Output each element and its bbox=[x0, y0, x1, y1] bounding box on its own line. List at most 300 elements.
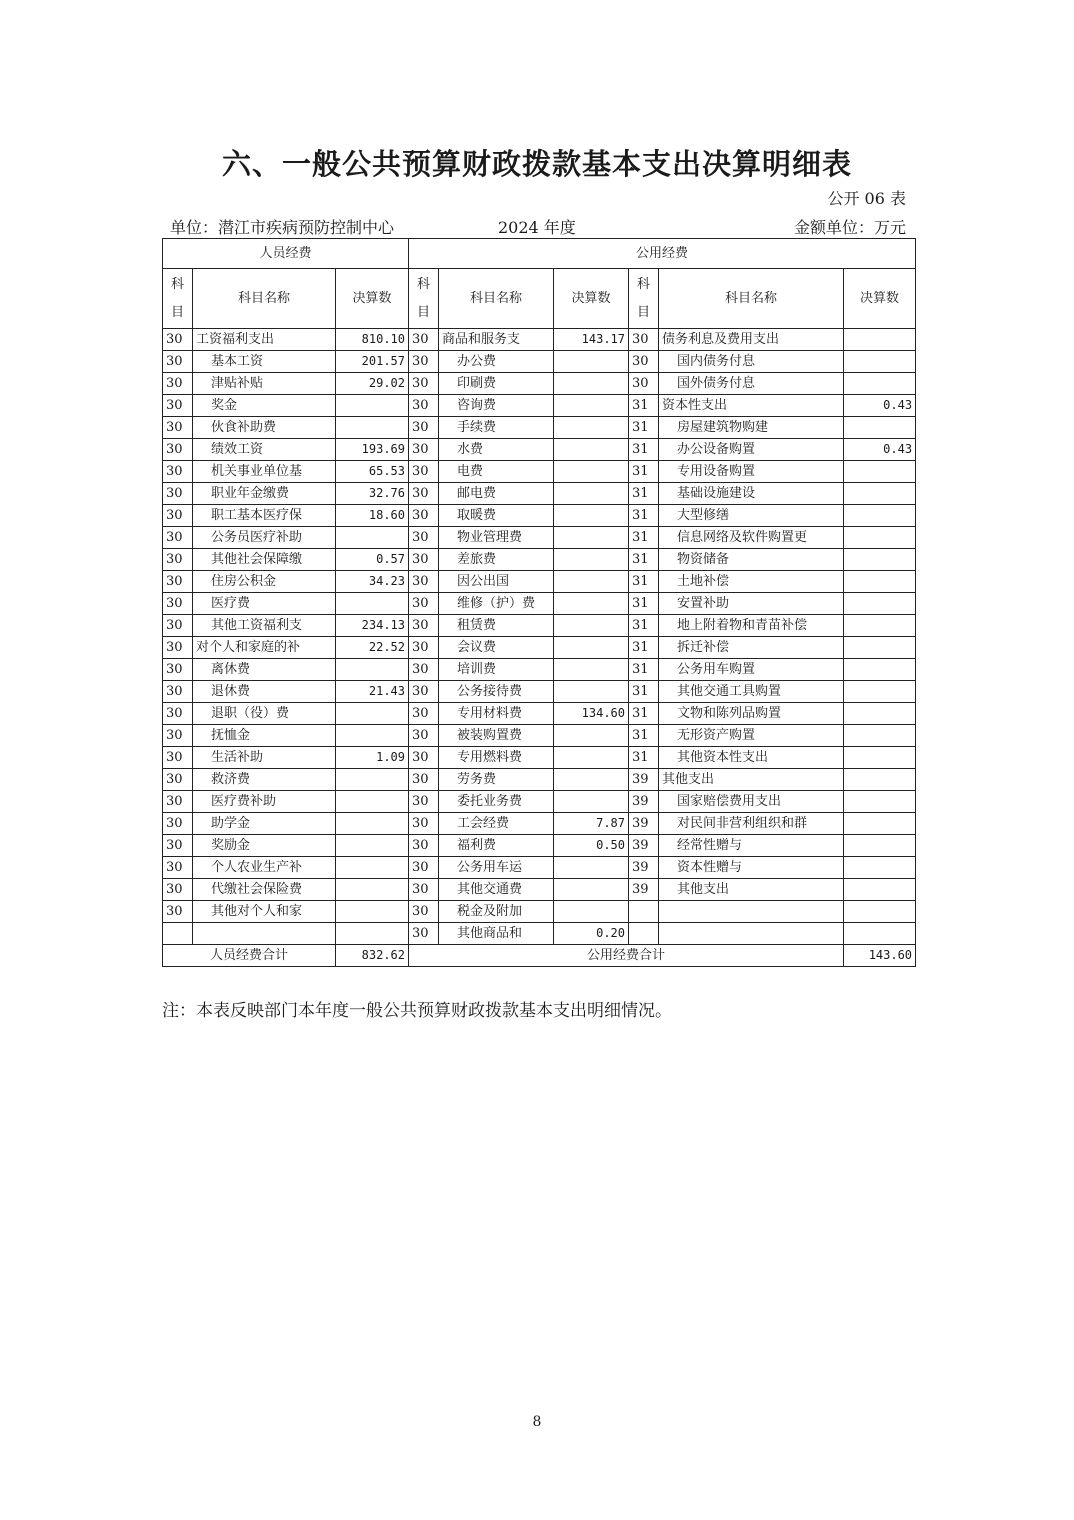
subject-name: 经常性赠与 bbox=[659, 835, 844, 857]
subject-name: 对个人和家庭的补 bbox=[193, 637, 336, 659]
subject-amount bbox=[336, 593, 409, 615]
subject-name: 职工基本医疗保 bbox=[193, 505, 336, 527]
subject-code: 31 bbox=[629, 483, 659, 505]
subject-amount bbox=[844, 923, 916, 945]
subject-amount bbox=[554, 593, 629, 615]
subject-code: 30 bbox=[163, 659, 193, 681]
subject-name: 退休费 bbox=[193, 681, 336, 703]
subject-amount bbox=[844, 417, 916, 439]
subject-name: 抚恤金 bbox=[193, 725, 336, 747]
subject-name: 商品和服务支 bbox=[439, 329, 554, 351]
subject-code bbox=[629, 923, 659, 945]
subject-code: 30 bbox=[409, 659, 439, 681]
subject-amount bbox=[844, 681, 916, 703]
subject-code: 30 bbox=[409, 791, 439, 813]
table-row bbox=[163, 571, 916, 593]
table-row bbox=[163, 615, 916, 637]
subject-name: 专用燃料费 bbox=[439, 747, 554, 769]
subject-code: 31 bbox=[629, 637, 659, 659]
header-amount: 决算数 bbox=[844, 269, 916, 329]
subject-code: 30 bbox=[163, 329, 193, 351]
subject-code: 30 bbox=[409, 901, 439, 923]
subject-amount bbox=[554, 395, 629, 417]
subject-code: 30 bbox=[163, 857, 193, 879]
subject-amount bbox=[554, 417, 629, 439]
subject-name: 会议费 bbox=[439, 637, 554, 659]
subject-amount bbox=[844, 769, 916, 791]
subject-amount bbox=[554, 857, 629, 879]
page-number: 8 bbox=[532, 1414, 542, 1430]
subject-amount bbox=[844, 373, 916, 395]
subject-amount bbox=[844, 637, 916, 659]
subject-amount: 22.52 bbox=[336, 637, 409, 659]
table-row bbox=[163, 879, 916, 901]
footnote: 注：本表反映部门本年度一般公共预算财政拨款基本支出明细情况。 bbox=[162, 1001, 672, 1021]
subject-code: 30 bbox=[163, 439, 193, 461]
subject-amount bbox=[336, 527, 409, 549]
subject-name: 大型修缮 bbox=[659, 505, 844, 527]
subject-amount bbox=[336, 769, 409, 791]
public-total-value: 143.60 bbox=[844, 945, 916, 967]
subject-amount bbox=[844, 461, 916, 483]
subject-amount: 32.76 bbox=[336, 483, 409, 505]
form-number: 公开 06 表 bbox=[827, 189, 906, 208]
subject-amount: 29.02 bbox=[336, 373, 409, 395]
subject-name: 助学金 bbox=[193, 813, 336, 835]
subject-code: 30 bbox=[409, 637, 439, 659]
subject-code: 30 bbox=[409, 725, 439, 747]
subject-name bbox=[659, 923, 844, 945]
subject-name: 绩效工资 bbox=[193, 439, 336, 461]
header-name: 科目名称 bbox=[439, 269, 554, 329]
subject-code: 31 bbox=[629, 747, 659, 769]
table-row bbox=[163, 703, 916, 725]
table-row bbox=[163, 747, 916, 769]
subject-code: 30 bbox=[163, 835, 193, 857]
subject-code: 31 bbox=[629, 461, 659, 483]
subject-amount: 34.23 bbox=[336, 571, 409, 593]
public-total-label: 公用经费合计 bbox=[409, 945, 844, 967]
subject-amount: 0.43 bbox=[844, 395, 916, 417]
table-row bbox=[163, 813, 916, 835]
table-row bbox=[163, 681, 916, 703]
subject-amount bbox=[554, 747, 629, 769]
subject-code: 30 bbox=[409, 747, 439, 769]
subject-name: 培训费 bbox=[439, 659, 554, 681]
subject-code: 30 bbox=[409, 769, 439, 791]
subject-code bbox=[629, 901, 659, 923]
subject-amount bbox=[336, 417, 409, 439]
subject-amount bbox=[844, 549, 916, 571]
subject-name: 水费 bbox=[439, 439, 554, 461]
subject-name: 退职（役）费 bbox=[193, 703, 336, 725]
subject-amount bbox=[844, 483, 916, 505]
subject-amount bbox=[554, 615, 629, 637]
subject-code: 30 bbox=[163, 373, 193, 395]
subject-amount bbox=[336, 901, 409, 923]
subject-name: 公务用车购置 bbox=[659, 659, 844, 681]
table-row bbox=[163, 483, 916, 505]
table-row bbox=[163, 329, 916, 351]
subject-name: 其他社会保障缴 bbox=[193, 549, 336, 571]
subject-name: 电费 bbox=[439, 461, 554, 483]
subject-code: 30 bbox=[163, 549, 193, 571]
subject-name: 医疗费补助 bbox=[193, 791, 336, 813]
subject-code: 30 bbox=[629, 351, 659, 373]
subject-code: 30 bbox=[163, 637, 193, 659]
subject-amount bbox=[844, 835, 916, 857]
subject-name: 公务用车运 bbox=[439, 857, 554, 879]
subject-amount bbox=[336, 659, 409, 681]
subject-name: 公务员医疗补助 bbox=[193, 527, 336, 549]
subject-name: 土地补偿 bbox=[659, 571, 844, 593]
subject-amount bbox=[336, 395, 409, 417]
subject-name: 基本工资 bbox=[193, 351, 336, 373]
subject-amount bbox=[336, 791, 409, 813]
subject-amount: 21.43 bbox=[336, 681, 409, 703]
subject-code: 39 bbox=[629, 813, 659, 835]
subject-code: 31 bbox=[629, 703, 659, 725]
subject-code: 30 bbox=[163, 395, 193, 417]
subject-name: 手续费 bbox=[439, 417, 554, 439]
subject-code: 30 bbox=[163, 813, 193, 835]
subject-name: 差旅费 bbox=[439, 549, 554, 571]
subject-name: 印刷费 bbox=[439, 373, 554, 395]
subject-name: 办公费 bbox=[439, 351, 554, 373]
subject-code: 39 bbox=[629, 835, 659, 857]
subject-amount: 0.57 bbox=[336, 549, 409, 571]
subject-name: 福利费 bbox=[439, 835, 554, 857]
header-amount: 决算数 bbox=[336, 269, 409, 329]
subject-name: 其他资本性支出 bbox=[659, 747, 844, 769]
subject-code: 30 bbox=[409, 505, 439, 527]
subject-name: 地上附着物和青苗补偿 bbox=[659, 615, 844, 637]
subject-amount bbox=[336, 703, 409, 725]
subject-name: 津贴补贴 bbox=[193, 373, 336, 395]
table-row bbox=[163, 901, 916, 923]
subject-amount bbox=[554, 637, 629, 659]
table-row bbox=[163, 725, 916, 747]
subject-name: 机关事业单位基 bbox=[193, 461, 336, 483]
subject-name: 国家赔偿费用支出 bbox=[659, 791, 844, 813]
subject-code: 30 bbox=[163, 725, 193, 747]
table-row bbox=[163, 527, 916, 549]
subject-amount bbox=[554, 505, 629, 527]
subject-code: 30 bbox=[409, 439, 439, 461]
subject-amount: 65.53 bbox=[336, 461, 409, 483]
subject-code: 30 bbox=[163, 483, 193, 505]
subject-name: 资本性赠与 bbox=[659, 857, 844, 879]
subject-code: 30 bbox=[409, 483, 439, 505]
subject-code: 31 bbox=[629, 681, 659, 703]
subject-name: 其他交通费 bbox=[439, 879, 554, 901]
subject-code: 30 bbox=[409, 527, 439, 549]
subject-name: 租赁费 bbox=[439, 615, 554, 637]
header-name: 科目名称 bbox=[659, 269, 844, 329]
table-row bbox=[163, 439, 916, 461]
subject-code: 30 bbox=[629, 329, 659, 351]
subject-name: 生活补助 bbox=[193, 747, 336, 769]
subject-name: 房屋建筑物购建 bbox=[659, 417, 844, 439]
subject-code: 31 bbox=[629, 571, 659, 593]
personnel-total-label: 人员经费合计 bbox=[163, 945, 336, 967]
subject-name: 工资福利支出 bbox=[193, 329, 336, 351]
table-row bbox=[163, 549, 916, 571]
table-row bbox=[163, 395, 916, 417]
subject-amount bbox=[554, 351, 629, 373]
subject-amount bbox=[554, 901, 629, 923]
subject-code: 30 bbox=[163, 769, 193, 791]
subject-amount bbox=[336, 835, 409, 857]
subject-amount bbox=[844, 791, 916, 813]
subject-amount bbox=[554, 461, 629, 483]
subject-name: 其他商品和 bbox=[439, 923, 554, 945]
subject-name: 资本性支出 bbox=[659, 395, 844, 417]
subject-code: 31 bbox=[629, 395, 659, 417]
subject-code: 30 bbox=[163, 879, 193, 901]
subject-name bbox=[659, 901, 844, 923]
subject-amount bbox=[554, 725, 629, 747]
header-name: 科目名称 bbox=[193, 269, 336, 329]
subject-code: 30 bbox=[163, 703, 193, 725]
subject-code: 30 bbox=[163, 747, 193, 769]
subject-code: 30 bbox=[409, 703, 439, 725]
table-row bbox=[163, 659, 916, 681]
subject-amount bbox=[336, 879, 409, 901]
subject-code: 39 bbox=[629, 769, 659, 791]
subject-amount bbox=[844, 747, 916, 769]
subject-code: 31 bbox=[629, 527, 659, 549]
subject-name: 工会经费 bbox=[439, 813, 554, 835]
subject-name: 其他支出 bbox=[659, 879, 844, 901]
table-row bbox=[163, 505, 916, 527]
subject-name: 被装购置费 bbox=[439, 725, 554, 747]
subject-amount bbox=[844, 813, 916, 835]
subject-amount bbox=[336, 813, 409, 835]
subject-name: 无形资产购置 bbox=[659, 725, 844, 747]
subject-code bbox=[163, 923, 193, 945]
subject-code: 30 bbox=[163, 461, 193, 483]
subject-amount bbox=[554, 879, 629, 901]
subject-name: 信息网络及软件购置更 bbox=[659, 527, 844, 549]
table-row bbox=[163, 637, 916, 659]
subject-name: 基础设施建设 bbox=[659, 483, 844, 505]
subject-amount bbox=[844, 901, 916, 923]
subject-name: 邮电费 bbox=[439, 483, 554, 505]
subject-code: 31 bbox=[629, 725, 659, 747]
header-amount: 决算数 bbox=[554, 269, 629, 329]
subject-code: 30 bbox=[409, 615, 439, 637]
subject-name: 住房公积金 bbox=[193, 571, 336, 593]
subject-name: 维修（护）费 bbox=[439, 593, 554, 615]
subject-name: 物业管理费 bbox=[439, 527, 554, 549]
table-row bbox=[163, 769, 916, 791]
subject-code: 31 bbox=[629, 593, 659, 615]
subject-amount bbox=[554, 373, 629, 395]
header-code: 科 目 bbox=[409, 269, 439, 329]
subject-amount bbox=[336, 725, 409, 747]
subject-amount: 234.13 bbox=[336, 615, 409, 637]
subject-code: 30 bbox=[409, 461, 439, 483]
subject-name: 个人农业生产补 bbox=[193, 857, 336, 879]
subject-code: 39 bbox=[629, 857, 659, 879]
subject-name: 伙食补助费 bbox=[193, 417, 336, 439]
subject-code: 30 bbox=[163, 417, 193, 439]
column-header-row bbox=[163, 269, 916, 329]
subject-amount bbox=[336, 923, 409, 945]
section-public: 公用经费 bbox=[409, 239, 916, 269]
subject-amount bbox=[844, 725, 916, 747]
subject-code: 31 bbox=[629, 659, 659, 681]
subject-code: 31 bbox=[629, 549, 659, 571]
subject-amount: 1.09 bbox=[336, 747, 409, 769]
subject-amount bbox=[554, 527, 629, 549]
subject-amount bbox=[554, 769, 629, 791]
subject-amount bbox=[844, 615, 916, 637]
subject-amount: 143.17 bbox=[554, 329, 629, 351]
subject-name: 其他工资福利支 bbox=[193, 615, 336, 637]
subject-code: 30 bbox=[409, 329, 439, 351]
page-title: 六、一般公共预算财政拨款基本支出决算明细表 bbox=[221, 147, 852, 181]
subject-code: 30 bbox=[409, 681, 439, 703]
subject-amount: 810.10 bbox=[336, 329, 409, 351]
subject-amount bbox=[336, 857, 409, 879]
subject-code: 30 bbox=[409, 395, 439, 417]
subject-code: 30 bbox=[409, 351, 439, 373]
subject-code: 39 bbox=[629, 879, 659, 901]
subject-name: 国内债务付息 bbox=[659, 351, 844, 373]
subject-code: 30 bbox=[163, 351, 193, 373]
subject-code: 30 bbox=[163, 571, 193, 593]
subject-name: 其他交通工具购置 bbox=[659, 681, 844, 703]
section-header-row bbox=[163, 239, 916, 269]
subject-code: 31 bbox=[629, 439, 659, 461]
subject-name: 取暖费 bbox=[439, 505, 554, 527]
personnel-total-value: 832.62 bbox=[336, 945, 409, 967]
subject-code: 30 bbox=[409, 549, 439, 571]
subject-name: 咨询费 bbox=[439, 395, 554, 417]
subject-code: 30 bbox=[409, 571, 439, 593]
table-row bbox=[163, 791, 916, 813]
section-personnel: 人员经费 bbox=[163, 239, 409, 269]
subject-code: 30 bbox=[163, 527, 193, 549]
subject-name: 物资储备 bbox=[659, 549, 844, 571]
subject-amount bbox=[844, 571, 916, 593]
subject-name: 劳务费 bbox=[439, 769, 554, 791]
subject-code: 30 bbox=[409, 923, 439, 945]
subject-name: 代缴社会保险费 bbox=[193, 879, 336, 901]
table-row bbox=[163, 857, 916, 879]
table-row bbox=[163, 373, 916, 395]
subject-code: 30 bbox=[163, 791, 193, 813]
subject-code: 30 bbox=[163, 505, 193, 527]
header-code: 科 目 bbox=[163, 269, 193, 329]
subject-amount bbox=[554, 549, 629, 571]
subject-amount: 134.60 bbox=[554, 703, 629, 725]
header-code: 科 目 bbox=[629, 269, 659, 329]
subject-amount bbox=[844, 527, 916, 549]
subject-name: 医疗费 bbox=[193, 593, 336, 615]
subject-amount bbox=[554, 659, 629, 681]
subject-code: 30 bbox=[409, 593, 439, 615]
subject-amount: 201.57 bbox=[336, 351, 409, 373]
subject-code: 30 bbox=[409, 835, 439, 857]
subject-name: 奖励金 bbox=[193, 835, 336, 857]
subject-code: 30 bbox=[163, 901, 193, 923]
subject-name: 文物和陈列品购置 bbox=[659, 703, 844, 725]
subject-amount bbox=[844, 879, 916, 901]
subject-code: 30 bbox=[409, 857, 439, 879]
subject-amount: 18.60 bbox=[336, 505, 409, 527]
subject-amount bbox=[844, 351, 916, 373]
subject-amount bbox=[554, 681, 629, 703]
subject-code: 31 bbox=[629, 417, 659, 439]
subject-name: 安置补助 bbox=[659, 593, 844, 615]
expenditure-table bbox=[162, 238, 916, 967]
table-row bbox=[163, 461, 916, 483]
subject-amount: 0.20 bbox=[554, 923, 629, 945]
subject-code: 30 bbox=[409, 417, 439, 439]
subject-code: 39 bbox=[629, 791, 659, 813]
subject-name: 税金及附加 bbox=[439, 901, 554, 923]
table-row bbox=[163, 351, 916, 373]
subject-name: 专用材料费 bbox=[439, 703, 554, 725]
subject-amount bbox=[554, 791, 629, 813]
table-row bbox=[163, 835, 916, 857]
subject-amount: 193.69 bbox=[336, 439, 409, 461]
subject-amount bbox=[554, 571, 629, 593]
subject-amount: 7.87 bbox=[554, 813, 629, 835]
unit-label: 单位：潜江市疾病预防控制中心 bbox=[170, 218, 395, 237]
table-row bbox=[163, 593, 916, 615]
subject-code: 30 bbox=[409, 813, 439, 835]
subject-name: 专用设备购置 bbox=[659, 461, 844, 483]
subject-name: 委托业务费 bbox=[439, 791, 554, 813]
currency-label: 金额单位：万元 bbox=[793, 218, 906, 237]
subject-name: 因公出国 bbox=[439, 571, 554, 593]
subject-code: 30 bbox=[409, 373, 439, 395]
table-row bbox=[163, 417, 916, 439]
subject-name: 公务接待费 bbox=[439, 681, 554, 703]
subject-amount: 0.50 bbox=[554, 835, 629, 857]
subject-code: 30 bbox=[409, 879, 439, 901]
subject-code: 30 bbox=[629, 373, 659, 395]
subject-amount bbox=[844, 659, 916, 681]
subject-amount bbox=[844, 505, 916, 527]
subject-amount bbox=[844, 593, 916, 615]
subject-name: 离休费 bbox=[193, 659, 336, 681]
subject-code: 30 bbox=[163, 681, 193, 703]
subject-name: 办公设备购置 bbox=[659, 439, 844, 461]
subject-name: 奖金 bbox=[193, 395, 336, 417]
subject-name: 对民间非营利组织和群 bbox=[659, 813, 844, 835]
subject-name: 其他支出 bbox=[659, 769, 844, 791]
subject-code: 31 bbox=[629, 505, 659, 527]
subject-name: 拆迁补偿 bbox=[659, 637, 844, 659]
subject-amount bbox=[844, 329, 916, 351]
subject-amount bbox=[844, 857, 916, 879]
subject-name: 职业年金缴费 bbox=[193, 483, 336, 505]
subject-name: 救济费 bbox=[193, 769, 336, 791]
totals-row bbox=[163, 945, 916, 967]
subject-code: 30 bbox=[163, 593, 193, 615]
subject-name bbox=[193, 923, 336, 945]
table-row bbox=[163, 923, 916, 945]
subject-amount bbox=[554, 439, 629, 461]
subject-name: 国外债务付息 bbox=[659, 373, 844, 395]
subject-code: 31 bbox=[629, 615, 659, 637]
subject-code: 30 bbox=[163, 615, 193, 637]
